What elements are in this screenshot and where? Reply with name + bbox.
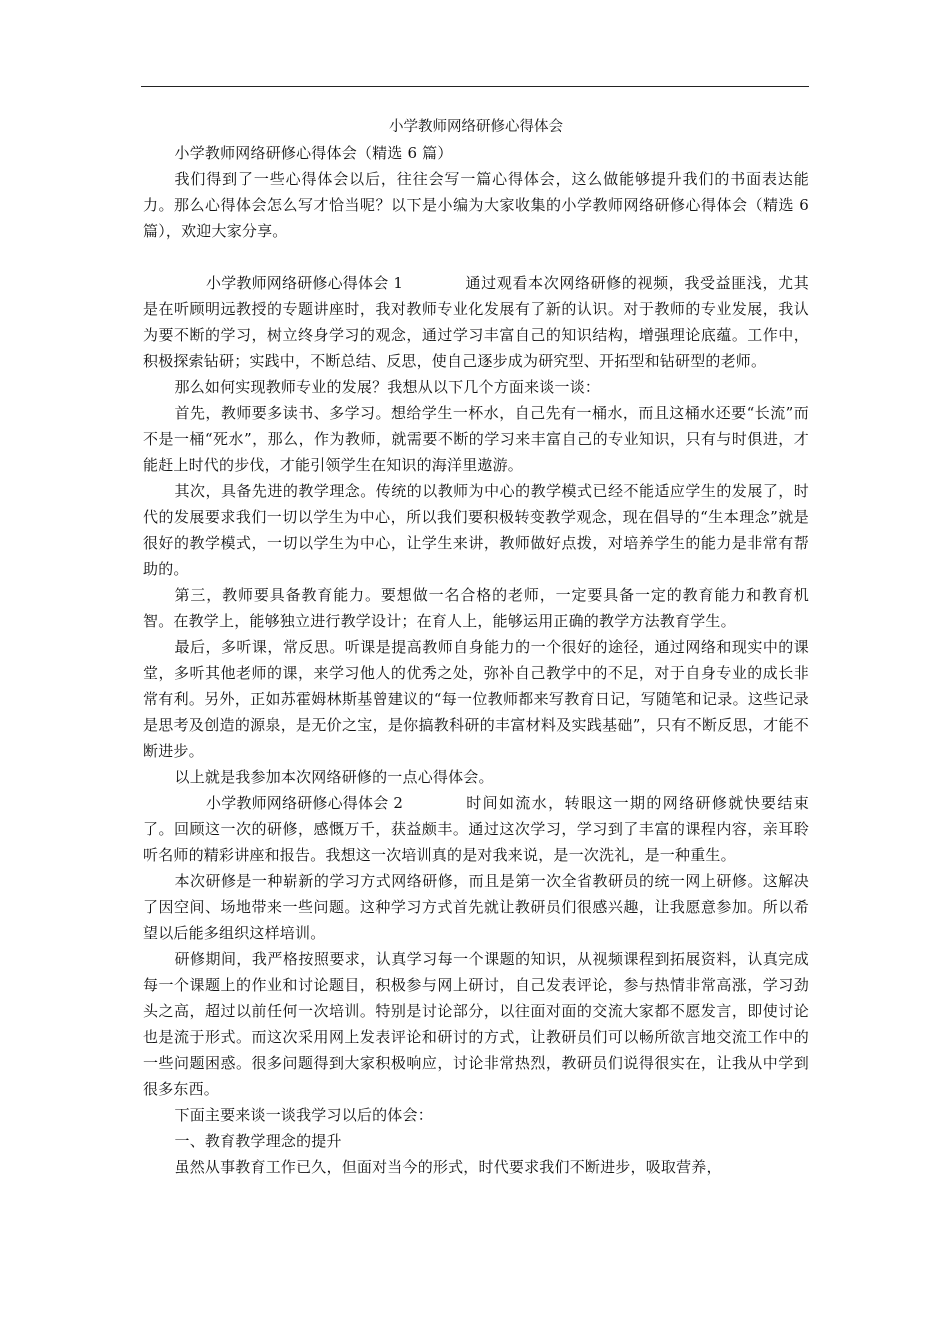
essay1-paragraph: 首先，教师要多读书、多学习。想给学生一杯水，自己先有一桶水，而且这桶水还要“长流”而不是一桶“死水”，那么，作为教师，就需要不断的学习来丰富自己的专业知识，只有与时俱进，才能赶上时代的步伐，才能引领学生在知识的海洋里遨游。: [143, 404, 809, 474]
essay2-paragraph: 本次研修是一种崭新的学习方式网络研修，而且是第一次全省教研员的统一网上研修。这解决了因空间、场地带来一些问题。这种学习方式首先就让教研员们很感兴趣，让我愿意参加。所以希望以后能多组织这样培训。: [143, 872, 809, 942]
essay2-paragraph: 虽然从事教育工作已久，但面对当今的形式，时代要求我们不断进步，吸取营养，: [174, 1158, 722, 1176]
essay1-paragraph: 那么如何实现教师专业的发展？我想从以下几个方面来谈一谈：: [174, 378, 601, 396]
essay2-first-paragraph-text: 时间如流水，转眼这一期的网络研修就快要结束了。回顾这一次的研修，感慨万千，获益颇丰。通过这次学习，学习到了丰富的课程内容，亲耳聆听名师的精彩讲座和报告。我想这一次培训真的是对我来说，是一次洗礼，是一种重生。: [143, 794, 809, 864]
document-subtitle: 小学教师网络研修心得体会（精选 6 篇）: [174, 144, 453, 162]
essay1-first-paragraph: [143, 270, 809, 374]
essay1-paragraph: 其次，具备先进的教学理念。传统的以教师为中心的教学模式已经不能适应学生的发展了，时代的发展要求我们一切以学生为中心，所以我们要积极转变教学观念，现在倡导的“生本理念”就是很好的教学模式，一切以学生为中心，让学生来讲，教师做好点拨，对培养学生的能力是非常有帮助的。: [143, 482, 809, 578]
essay1-paragraph: 以上就是我参加本次网络研修的一点心得体会。: [174, 768, 494, 786]
essay1-paragraph: 最后，多听课，常反思。听课是提高教师自身能力的一个很好的途径，通过网络和现实中的课堂，多听其他老师的课，来学习他人的优秀之处，弥补自己教学中的不足，对于自身专业的成长非常有利。另外，正如苏霍姆林斯基曾建议的“每一位教师都来写教育日记，写随笔和记录。这些记录是思考及创造的源泉，是无价之宝，是你搞教科研的丰富材料及实践基础”，只有不断反思，才能不断进步。: [143, 638, 809, 760]
document-body: [143, 114, 809, 1180]
essay1-first-paragraph-text: 通过观看本次网络研修的视频，我受益匪浅，尤其是在听顾明远教授的专题讲座时，我对教师专业化发展有了新的认识。对于教师的专业发展，我认为要不断的学习，树立终身学习的观念，通过学习丰富自己的知识结构，增强理论底蕴。工作中，积极探索钻研；实践中，不断总结、反思，使自己逐步成为研究型、开拓型和钻研型的老师。: [143, 274, 809, 370]
essay1-paragraph: 第三，教师要具备教育能力。要想做一名合格的老师，一定要具备一定的教育能力和教育机智。在教学上，能够独立进行教学设计；在育人上，能够运用正确的教学方法教育学生。: [143, 586, 809, 630]
header-rule: [141, 86, 809, 87]
essay2-heading: 小学教师网络研修心得体会 2: [206, 794, 404, 812]
essay2-first-paragraph: [143, 790, 809, 868]
blank-line: [143, 244, 809, 270]
document-title: 小学教师网络研修心得体会: [389, 119, 563, 135]
essay2-paragraph: 研修期间，我严格按照要求，认真学习每一个课题的知识，从视频课程到拓展资料，认真完成每一个课题上的作业和讨论题目，积极参与网上研讨，自己发表评论，参与热情非常高涨，学习劲头之高，超过以前任何一次培训。特别是讨论部分，以往面对面的交流大家都不愿发言，即使讨论也是流于形式。而这次采用网上发表评论和研讨的方式，让教研员们可以畅所欲言地交流工作中的一些问题困惑。很多问题得到大家积极响应，讨论非常热烈，教研员们说得很实在，让我从中学到很多东西。: [143, 950, 809, 1098]
essay2-paragraph: 下面主要来谈一谈我学习以后的体会：: [174, 1106, 433, 1124]
essay2-section-heading: 一、教育教学理念的提升: [174, 1132, 342, 1150]
essay1-heading: 小学教师网络研修心得体会 1: [206, 274, 404, 292]
intro-paragraph: 我们得到了一些心得体会以后，往往会写一篇心得体会，这么做能够提升我们的书面表达能力。那么心得体会怎么写才恰当呢？以下是小编为大家收集的小学教师网络研修心得体会（精选 6 篇），欢迎大家分享。: [143, 170, 809, 240]
